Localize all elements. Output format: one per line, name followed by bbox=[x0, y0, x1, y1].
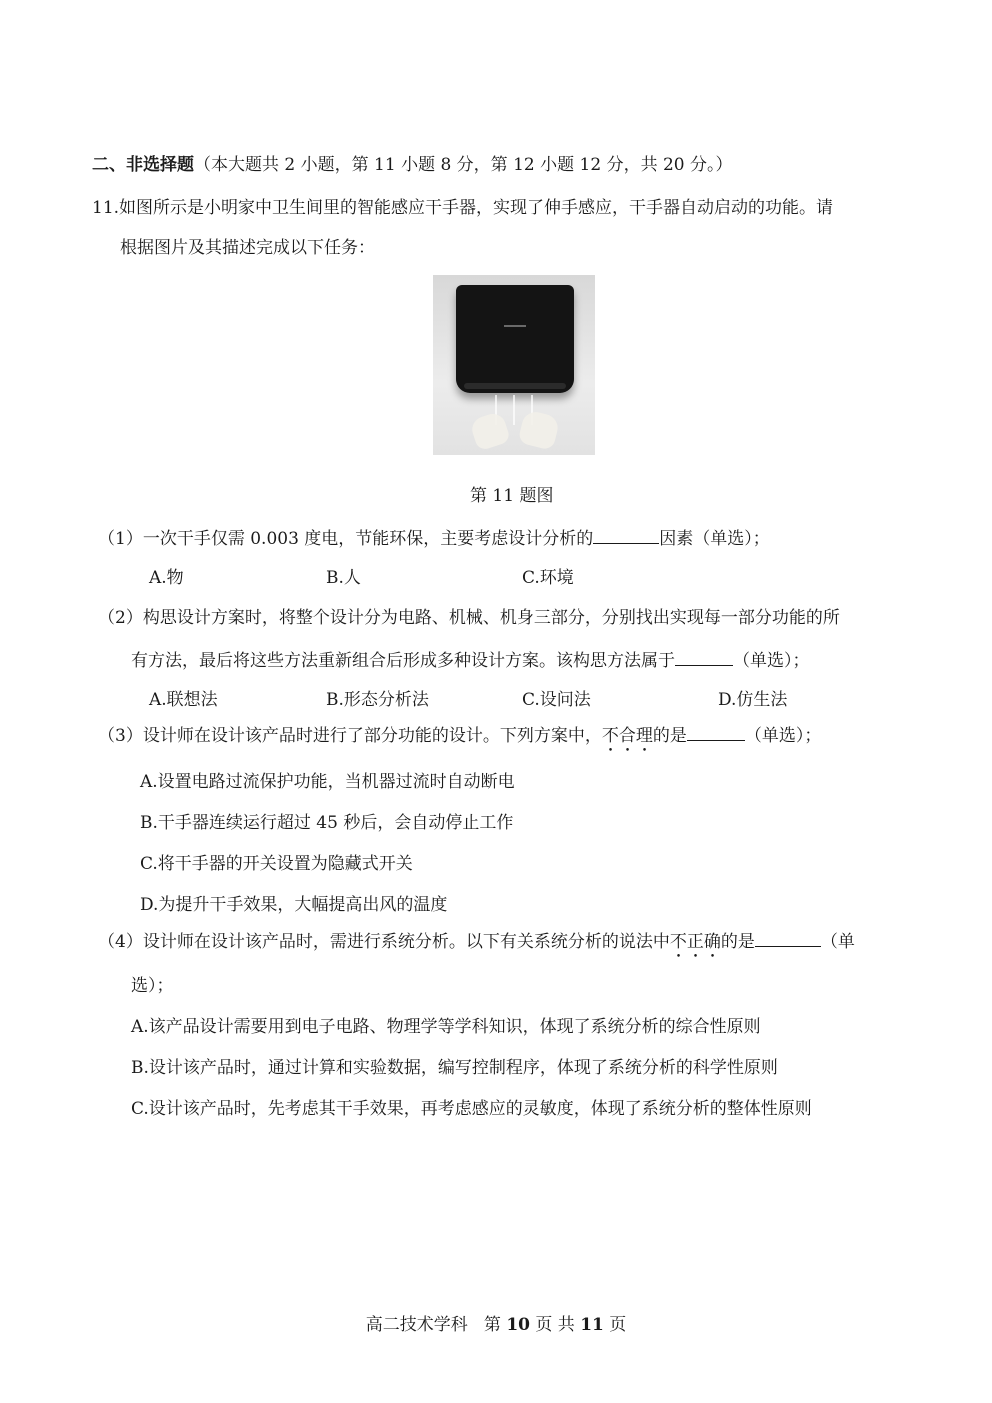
page-footer bbox=[0, 1313, 992, 1337]
q1-answer-blank bbox=[593, 525, 659, 544]
q1-option-a: A.物 bbox=[149, 568, 184, 588]
q3-stem-mid: 的是 bbox=[652, 726, 687, 746]
q2-stem-line1: （2）构思设计方案时，将整个设计分为电路、机械、机身三部分，分别找出实现每一部分功能的所 bbox=[98, 608, 840, 628]
left-hand bbox=[469, 411, 511, 452]
q1-stem-text: （1）一次干手仅需 0.003 度电，节能环保，主要考虑设计分析的 bbox=[98, 529, 594, 549]
footer-page-suffix: 页 bbox=[609, 1315, 627, 1335]
q3-option-c: C.将干手器的开关设置为隐藏式开关 bbox=[140, 854, 413, 874]
section-heading bbox=[92, 153, 733, 177]
q4-answer-blank bbox=[755, 928, 821, 947]
q3-option-b: B.干手器连续运行超过 45 秒后，会自动停止工作 bbox=[140, 813, 514, 833]
dryer-vent bbox=[464, 383, 566, 389]
q3-emphasis: 不合理 bbox=[601, 726, 653, 746]
q11-intro-line1: 11.如图所示是小明家中卫生间里的智能感应干手器，实现了伸手感应，干手器自动启动的功能。请 bbox=[92, 198, 834, 218]
q3-stem-end: （单选）； bbox=[744, 726, 822, 746]
dryer-logo bbox=[504, 325, 526, 327]
q2-stem-end: （单选）； bbox=[733, 651, 810, 671]
q1-stem bbox=[98, 525, 770, 551]
q4-option-c: C.设计该产品时，先考虑其干手效果，再考虑感应的灵敏度，体现了系统分析的整体性原则 bbox=[131, 1099, 812, 1119]
section-note: （本大题共 2 小题，第 11 小题 8 分，第 12 小题 12 分，共 20 分。） bbox=[194, 155, 733, 175]
figure-caption: 第 11 题图 bbox=[470, 486, 554, 506]
q4-stem-mid: 的是 bbox=[720, 932, 755, 952]
q3-option-a: A.设置电路过流保护功能，当机器过流时自动断电 bbox=[140, 772, 515, 792]
footer-page-mid: 页 共 bbox=[535, 1315, 575, 1335]
footer-page-number: 10 bbox=[506, 1315, 530, 1335]
q4-option-b: B.设计该产品时，通过计算和实验数据，编写控制程序，体现了系统分析的科学性原则 bbox=[131, 1058, 778, 1078]
hand-dryer-photo bbox=[433, 275, 595, 455]
q2-stem-text: 有方法，最后将这些方法重新组合后形成多种设计方案。该构思方法属于 bbox=[131, 651, 675, 671]
footer-subject: 高二技术学科 bbox=[365, 1315, 468, 1335]
q2-option-a: A.联想法 bbox=[149, 690, 218, 710]
q3-answer-blank bbox=[687, 722, 745, 741]
q3-option-d: D.为提升干手效果，大幅提高出风的温度 bbox=[140, 895, 448, 915]
q11-intro-line2: 根据图片及其描述完成以下任务： bbox=[120, 238, 375, 258]
q2-option-b: B.形态分析法 bbox=[326, 690, 429, 710]
q2-stem-line2 bbox=[131, 647, 810, 673]
q4-option-a: A.该产品设计需要用到电子电路、物理学等学科知识，体现了系统分析的综合性原则 bbox=[131, 1017, 761, 1037]
q4-emphasis: 不正确 bbox=[669, 932, 721, 952]
q1-stem-end: 因素（单选）； bbox=[659, 529, 770, 549]
hand-dryer-body bbox=[456, 285, 574, 393]
footer-page-total: 11 bbox=[580, 1315, 604, 1335]
q3-stem bbox=[98, 722, 821, 756]
footer-page-prefix: 第 bbox=[483, 1315, 501, 1335]
section-title: 二、非选择题 bbox=[92, 155, 194, 175]
q4-stem bbox=[98, 928, 855, 962]
q2-option-c: C.设问法 bbox=[522, 690, 591, 710]
q2-answer-blank bbox=[675, 647, 733, 666]
air-stream bbox=[513, 395, 515, 425]
q1-option-c: C.环境 bbox=[522, 568, 574, 588]
q3-stem-text: （3）设计师在设计该产品时进行了部分功能的设计。下列方案中， bbox=[98, 726, 602, 746]
q4-stem-end: （单 bbox=[820, 932, 855, 952]
q4-stem-text: （4）设计师在设计该产品时，需进行系统分析。以下有关系统分析的说法中 bbox=[98, 932, 670, 952]
q1-option-b: B.人 bbox=[326, 568, 361, 588]
q2-option-d: D.仿生法 bbox=[718, 690, 788, 710]
q4-stem-line2: 选）； bbox=[131, 976, 174, 996]
right-hand bbox=[517, 409, 560, 451]
